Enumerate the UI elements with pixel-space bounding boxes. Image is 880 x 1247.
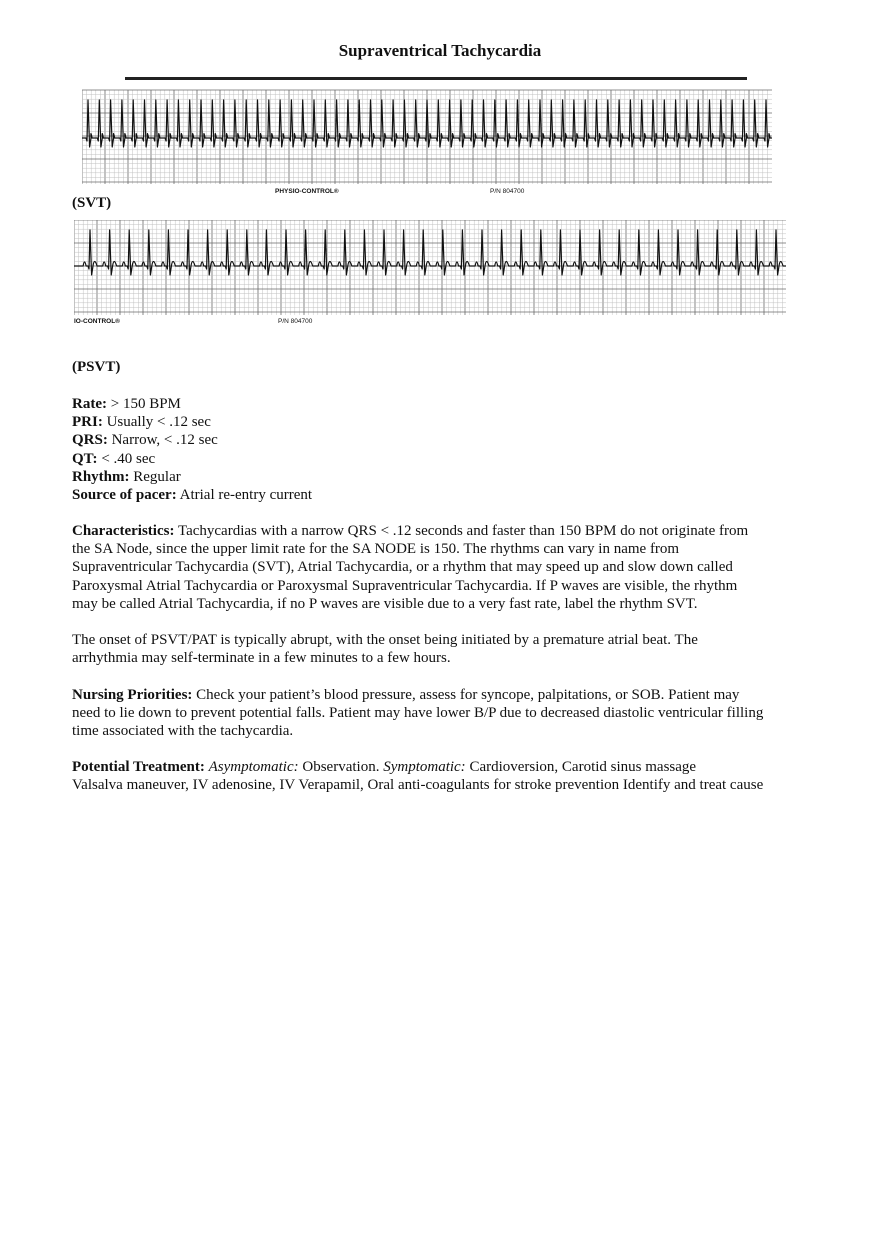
onset-paragraph: The onset of PSVT/PAT is typically abrupt, with the onset being initiated by a premature atrial beat. The arrhythmia may self-terminate in a few minutes to a few hours.: [72, 632, 698, 667]
param-source-of-pacer: Source of pacer: Atrial re-entry current: [72, 487, 313, 504]
strip1-part-number: P/N 804700: [490, 188, 525, 195]
strip1-brand: PHYSIO-CONTROL®: [275, 188, 339, 195]
ecg-strip-svt-graphic: [82, 88, 772, 196]
characteristics-label: Characteristics:: [72, 523, 175, 539]
strip1-caption: (SVT): [72, 195, 112, 211]
param-qrs: QRS: Narrow, < .12 sec: [72, 432, 218, 449]
title-underline: [125, 77, 747, 80]
potential-treatment-paragraph: Potential Treatment: Asymptomatic: Observation. Symptomatic: Cardioversion, Carotid sinus massage Valsalva maneuver, IV adenosine, IV Verapamil, Oral anti-coagulants for stroke prevention Identify and treat cause: [72, 759, 764, 794]
ecg-strip-psvt: [74, 220, 786, 328]
strip2-brand: IO-CONTROL®: [74, 318, 120, 325]
strip2-caption: (PSVT): [72, 359, 121, 375]
characteristics-paragraph: Characteristics: Tachycardias with a narrow QRS < .12 seconds and faster than 150 BPM do not originate from the SA Node, since the upper limit rate for the SA NODE is 150. The rhythms can vary in name from Supraventricular Tachycardia (SVT), Atrial Tachycardia, or a rhythm that may speed up and slow down called Paroxysmal Atrial Tachycardia or Paroxysmal Supraventricular Tachycardia. If P waves are visible, the rhythm may be called Atrial Tachycardia, if no P waves are visible due to a very fast rate, label the rhythm SVT.: [72, 523, 749, 612]
strip2-part-number: P/N 804700: [278, 318, 313, 325]
page-title: Supraventrical Tachycardia: [338, 41, 542, 60]
rhythm-parameters: [72, 395, 812, 504]
param-rhythm: Rhythm: Regular: [72, 468, 181, 485]
nursing-priorities-paragraph: Nursing Priorities: Check your patient’s blood pressure, assess for syncope, palpitations, or SOB. Patient may need to lie down to prevent potential falls. Patient may have lower B/P due to decreased diastolic ventricular filling time associated with the tachycardia.: [72, 687, 764, 740]
param-rate: Rate: > 150 BPM: [72, 396, 181, 412]
param-pri: PRI: Usually < .12 sec: [72, 414, 211, 431]
potential-treatment-label: Potential Treatment:: [72, 759, 205, 775]
param-qt: QT: < .40 sec: [72, 450, 156, 467]
ecg-strip-psvt-graphic: [74, 220, 786, 328]
ecg-strip-svt: [82, 88, 772, 196]
nursing-priorities-label: Nursing Priorities:: [72, 687, 193, 703]
